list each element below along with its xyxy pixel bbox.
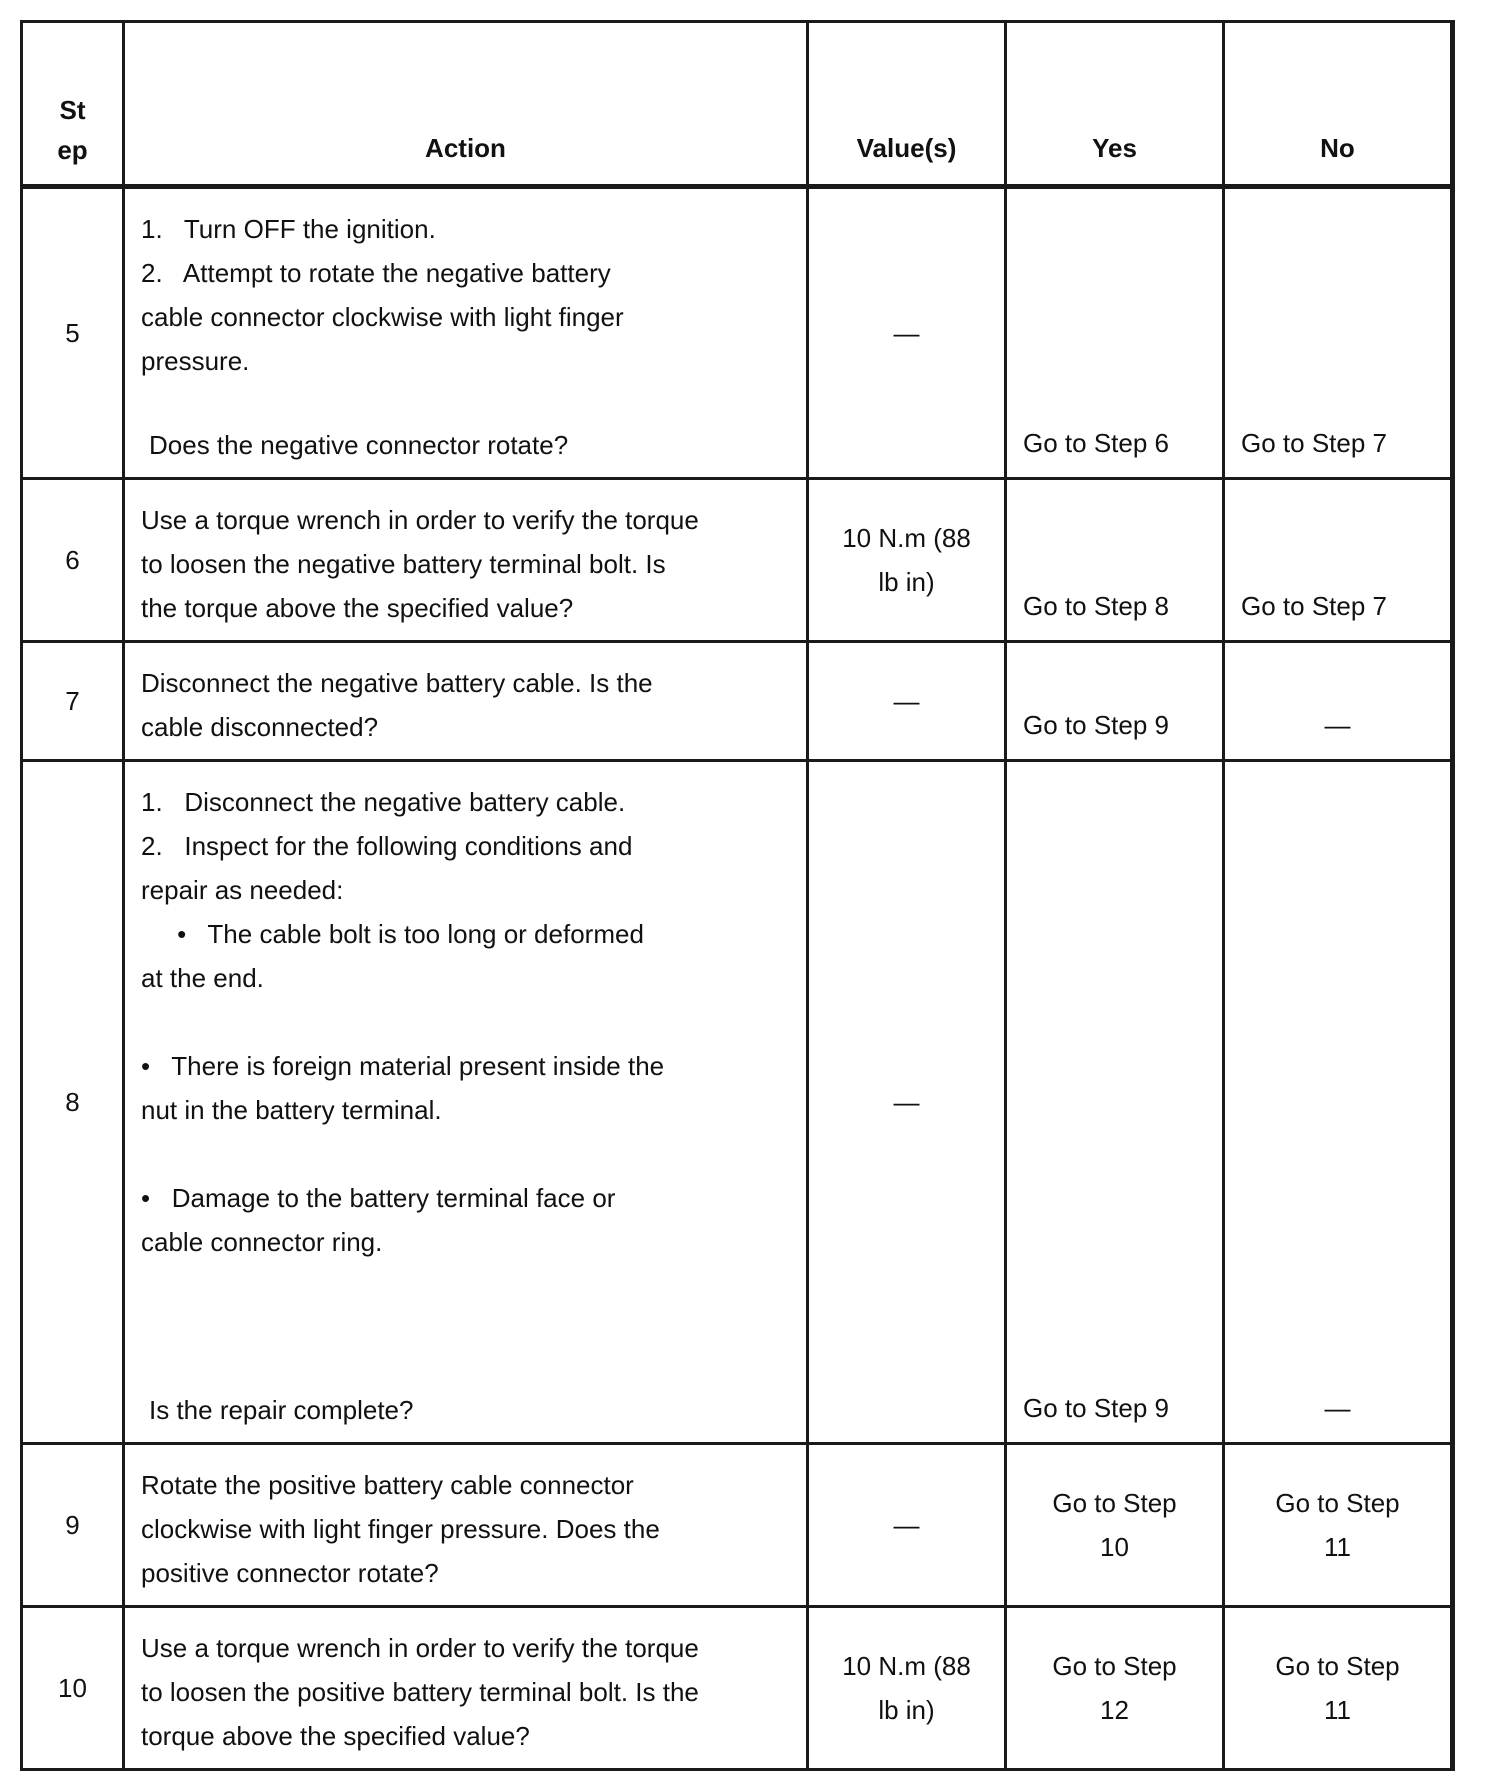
- table-row: [22, 761, 1453, 1444]
- no-cell: —: [1224, 642, 1453, 761]
- value-cell: —: [808, 1444, 1006, 1607]
- action-cell: Use a torque wrench in order to verify the torque to loosen the positive battery terminal bolt. Is the torque above the specified value?: [124, 1607, 808, 1770]
- step-number: 10: [22, 1607, 124, 1770]
- yes-cell: Go to Step 10: [1006, 1444, 1224, 1607]
- header-yes: Yes: [1006, 22, 1224, 187]
- diagnostic-table: [20, 20, 1455, 1771]
- header-no: No: [1224, 22, 1453, 187]
- value-cell: 10 N.m (88 lb in): [808, 1607, 1006, 1770]
- question-text: Is the repair complete?: [149, 1395, 414, 1425]
- step-number: 5: [22, 187, 124, 479]
- header-action: Action: [124, 22, 808, 187]
- table-row: [22, 642, 1453, 761]
- value-cell: 10 N.m (88 lb in): [808, 479, 1006, 642]
- question-text: Does the negative connector rotate?: [149, 430, 569, 460]
- action-cell: Rotate the positive battery cable connector clockwise with light finger pressure. Does the positive connector rotate?: [124, 1444, 808, 1607]
- action-cell: 1. Disconnect the negative battery cable. 2. Inspect for the following conditions and repair as needed: • The cable bolt is too long or deformed at the end. • There is foreign material present inside the nut in the battery terminal. • Damage to the battery terminal face or cable connector ring. Is the repair complete?: [124, 761, 808, 1444]
- table-row: [22, 479, 1453, 642]
- no-cell: Go to Step 11: [1224, 1444, 1453, 1607]
- value-cell: —: [808, 642, 1006, 761]
- table-row: [22, 1607, 1453, 1770]
- table-row: [22, 187, 1453, 479]
- yes-cell: Go to Step 9: [1006, 642, 1224, 761]
- action-cell: 1. Turn OFF the ignition. 2. Attempt to rotate the negative battery cable connector clockwise with light finger pressure. Does the negative connector rotate?: [124, 187, 808, 479]
- yes-cell: Go to Step 12: [1006, 1607, 1224, 1770]
- header-values: Value(s): [808, 22, 1006, 187]
- yes-cell: Go to Step 9: [1006, 761, 1224, 1444]
- action-cell: Use a torque wrench in order to verify the torque to loosen the negative battery terminal bolt. Is the torque above the specified value?: [124, 479, 808, 642]
- step-number: 9: [22, 1444, 124, 1607]
- header-step: St ep: [22, 22, 124, 187]
- action-cell: Disconnect the negative battery cable. Is the cable disconnected?: [124, 642, 808, 761]
- step-number: 6: [22, 479, 124, 642]
- no-cell: Go to Step 7: [1224, 187, 1453, 479]
- no-cell: Go to Step 7: [1224, 479, 1453, 642]
- no-cell: Go to Step 11: [1224, 1607, 1453, 1770]
- header-row: [22, 22, 1453, 187]
- no-cell: —: [1224, 761, 1453, 1444]
- table-row: [22, 1444, 1453, 1607]
- yes-cell: Go to Step 6: [1006, 187, 1224, 479]
- step-number: 7: [22, 642, 124, 761]
- value-cell: —: [808, 761, 1006, 1444]
- step-number: 8: [22, 761, 124, 1444]
- value-cell: —: [808, 187, 1006, 479]
- yes-cell: Go to Step 8: [1006, 479, 1224, 642]
